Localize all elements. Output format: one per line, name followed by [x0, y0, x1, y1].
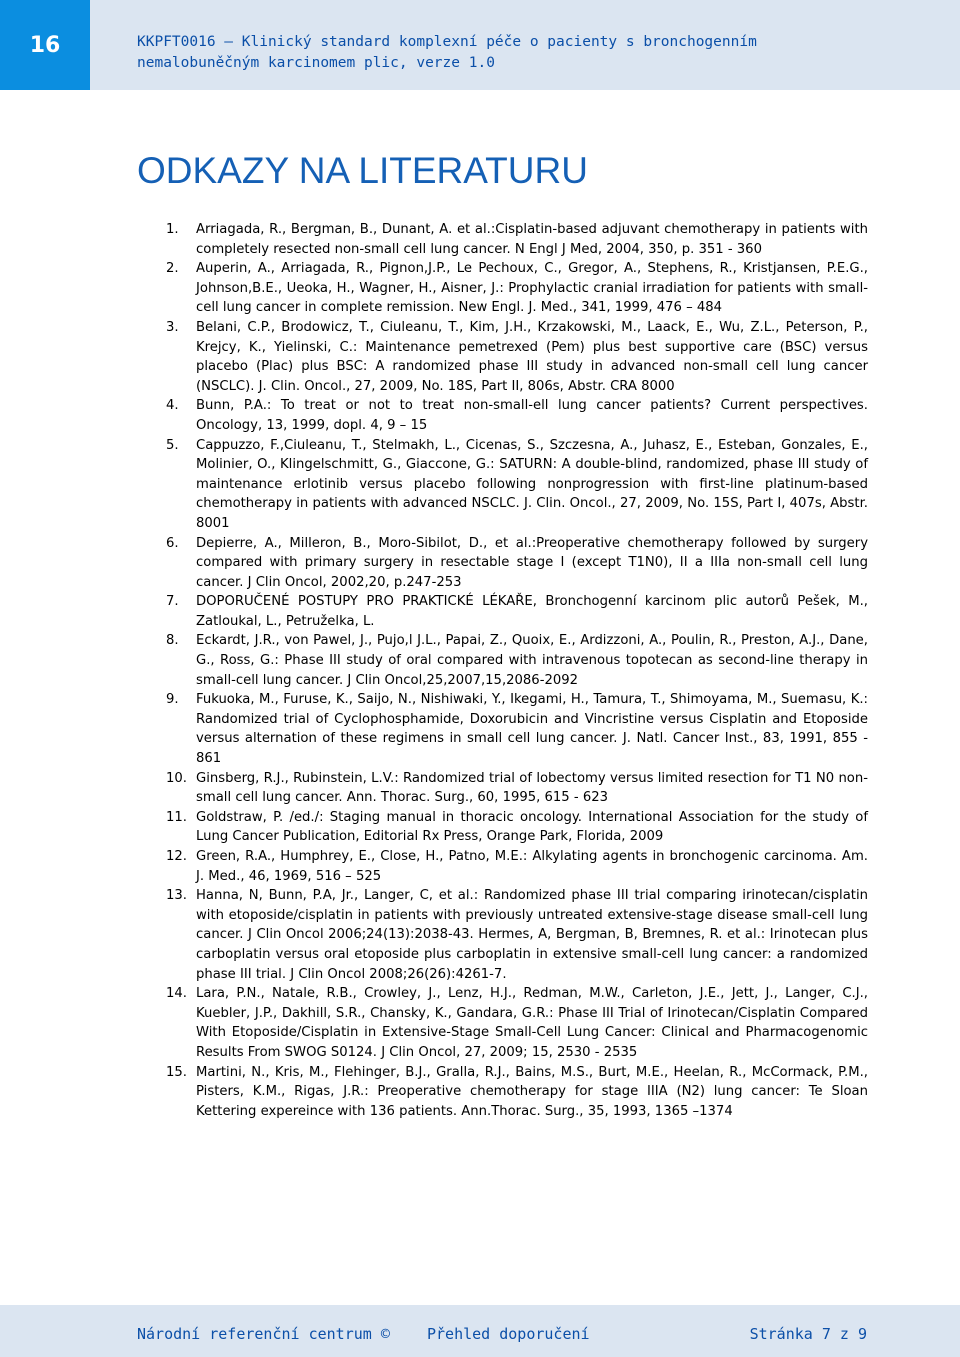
reference-text: Belani, C.P., Brodowicz, T., Ciuleanu, T., Kim, J.H., Krzakowski, M., Laack, E., Wu, Z.L., Peterson, P., Krejcy, K., Yielinski, C.: Maintenance pemetrexed (Pem) plus best supportive care (BSC) versus placebo (Plac) plus BSC: A randomized phase III study in advanced non-small cell lung cancer (NSCLC). J. Clin. Oncol., 27, 2009, No. 18S, Part II, 806s, Abstr. CRA 8000: [196, 319, 868, 394]
reference-text: Hanna, N, Bunn, P.A, Jr., Langer, C, et al.: Randomized phase III trial comparing irinotecan/cisplatin with etoposide/cisplatin in patients with previously untreated extensive-stage disease small-cell lung cancer. J Clin Oncol 2006;24(13):2038-43. Hermes, A, Bergman, B, Bremnes, R. et al.: Irinotecan plus carboplatin versus oral etoposide plus carboplatin in extensive small-cell lung cancer: a randomized phase III trial. J Clin Oncol 2008;26(26):4261-7.: [196, 888, 868, 982]
reference-item: [166, 886, 868, 984]
document-title-line-1: KKPFT0016 – Klinický standard komplexní péče o pacienty s bronchogenním: [137, 34, 757, 50]
reference-text: Martini, N., Kris, M., Flehinger, B.J., Gralla, R.J., Bains, M.S., Burt, M.E., Heelan, R., McCormack, P.M., Pisters, K.M., Rigas, J.R.: Preoperative chemotherapy for stage IIIA (N2) lung cancer: Te Sloan Kettering expereince with 136 patients. Ann.Thorac. Surg., 35, 1993, 1365 –1374: [196, 1064, 868, 1119]
reference-number: 4.: [166, 398, 179, 414]
reference-text: Green, R.A., Humphrey, E., Close, H., Patno, M.E.: Alkylating agents in bronchogenic carcinoma. Am. J. Med., 46, 1969, 516 – 525: [196, 849, 868, 884]
footer-organization: Národní referenční centrum ©: [137, 1325, 390, 1343]
reference-number: 10.: [166, 770, 187, 786]
reference-text: Depierre, A., Milleron, B., Moro-Sibilot, D., et al.:Preoperative chemotherapy followed by surgery compared with primary surgery in resectable stage I (except T1N0), II a IIIa non-small cell lung cancer. J Clin Oncol, 2002,20, p.247-253: [196, 535, 868, 590]
reference-item: [166, 592, 868, 631]
footer-page-count: Stránka 7 z 9: [749, 1325, 867, 1343]
reference-number: 2.: [166, 261, 179, 277]
page-footer: [0, 1305, 960, 1357]
reference-text: Bunn, P.A.: To treat or not to treat non-small-ell lung cancer patients? Current perspectives. Oncology, 13, 1999, dopl. 4, 9 – 15: [196, 398, 868, 433]
page-header: [0, 0, 960, 90]
reference-item: [166, 984, 868, 1062]
reference-text: Goldstraw, P. /ed./: Staging manual in thoracic oncology. International Association for the study of Lung Cancer Publication, Editorial Rx Press, Orange Park, Florida, 2009: [196, 809, 868, 845]
reference-text: Lara, P.N., Natale, R.B., Crowley, J., Lenz, H.J., Redman, M.W., Carleton, J.E., Jett, J., Langer, C.J., Kuebler, J.P., Dakhill, S.R., Chansky, K., Gandara, G.R.: Phase III Trial of Irinotecan/Cisplatin Compared With Etoposide/Cisplatin in Extensive-Stage Small-Cell Lung Cancer: Clinical and Pharmacogenomic Results From SWOG S0124. J Clin Oncol, 27, 2009; 15, 2530 - 2535: [196, 986, 868, 1060]
reference-text: Cappuzzo, F.,Ciuleanu, T., Stelmakh, L., Cicenas, S., Szczesna, A., Juhasz, E., Esteban, Gonzales, E., Molinier, O., Klingelschmitt, G., Giaccone, G.: SATURN: A double-blind, randomized, phase III study of maintenance erlotinib versus placebo following nonprogression with first-line platinum-based chemotherapy in patients with advanced NSCLC. J. Clin. Oncol., 27, 2009, No. 15S, Part I, 407s, Abstr. 8001: [196, 437, 868, 531]
reference-list: [166, 220, 868, 1121]
reference-item: [166, 534, 868, 593]
reference-number: 12.: [166, 849, 187, 864]
reference-number: 6.: [166, 535, 179, 551]
document-title: [137, 32, 917, 74]
footer-section: Přehled doporučení: [427, 1325, 590, 1343]
reference-number: 15.: [166, 1064, 187, 1080]
reference-number: 11.: [166, 809, 187, 825]
reference-number: 8.: [166, 633, 179, 649]
reference-item: [166, 847, 868, 886]
reference-text: Ginsberg, R.J., Rubinstein, L.V.: Randomized trial of lobectomy versus limited resection for T1 N0 non-small cell lung cancer. Ann. Thorac. Surg., 60, 1995, 615 - 623: [196, 770, 868, 806]
reference-number: 13.: [166, 888, 187, 904]
reference-item: [166, 690, 868, 768]
page-title: ODKAZY NA LITERATURU: [137, 150, 588, 191]
reference-item: [166, 396, 868, 435]
reference-number: 1.: [166, 222, 179, 237]
reference-item: [166, 808, 868, 847]
reference-item: [166, 769, 868, 808]
reference-text: Fukuoka, M., Furuse, K., Saijo, N., Nishiwaki, Y., Ikegami, H., Tamura, T., Shimoyama, M., Suemasu, K.: Randomized trial of Cyclophosphamide, Doxorubicin and Vincristine versus Cisplatin and Etoposide versus alternation of these regimens in small cell lung cancer. J. Natl. Cancer Inst., 83, 1991, 855 - 861: [196, 692, 868, 767]
reference-number: 5.: [166, 437, 179, 453]
reference-text: DOPORUČENÉ POSTUPY PRO PRAKTICKÉ LÉKAŘE, Bronchogenní karcinom plic autorů Pešek, M., Zatloukal, L., Petruželka, L.: [196, 594, 868, 629]
document-title-line-2: nemalobuněčným karcinomem plic, verze 1.0: [137, 55, 495, 71]
reference-item: [166, 631, 868, 690]
reference-item: [166, 259, 868, 318]
reference-number: 3.: [166, 319, 179, 335]
reference-number: 7.: [166, 594, 179, 610]
reference-text: Auperin, A., Arriagada, R., Pignon,J.P., Le Pechoux, C., Gregor, A., Stephens, R., Kristjansen, P.E.G., Johnson,B.E., Ueoka, H., Wagner, H., Aisner, J.: Prophylactic cranial irradiation for patients with small-cell lung cancer in complete remission. New Engl. J. Med., 341, 1999, 476 – 484: [196, 261, 868, 316]
page-number-badge: 16: [0, 0, 90, 90]
reference-text: Arriagada, R., Bergman, B., Dunant, A. et al.:Cisplatin-based adjuvant chemotherapy in patients with completely resected non-small cell lung cancer. N Engl J Med, 2004, 350, p. 351 - 360: [196, 222, 868, 257]
reference-item: [166, 318, 868, 396]
reference-item: [166, 1063, 868, 1122]
reference-number: 14.: [166, 986, 187, 1002]
reference-item: [166, 436, 868, 534]
reference-number: 9.: [166, 692, 179, 708]
reference-item: [166, 220, 868, 259]
reference-text: Eckardt, J.R., von Pawel, J., Pujo,l J.L., Papai, Z., Quoix, E., Ardizzoni, A., Poulin, R., Preston, A.J., Dane, G., Ross, G.: Phase III study of oral compared with intravenous topotecan as second-line therapy in small-cell lung cancer. J Clin Oncol,25,2007,15,2086-2092: [196, 633, 868, 688]
